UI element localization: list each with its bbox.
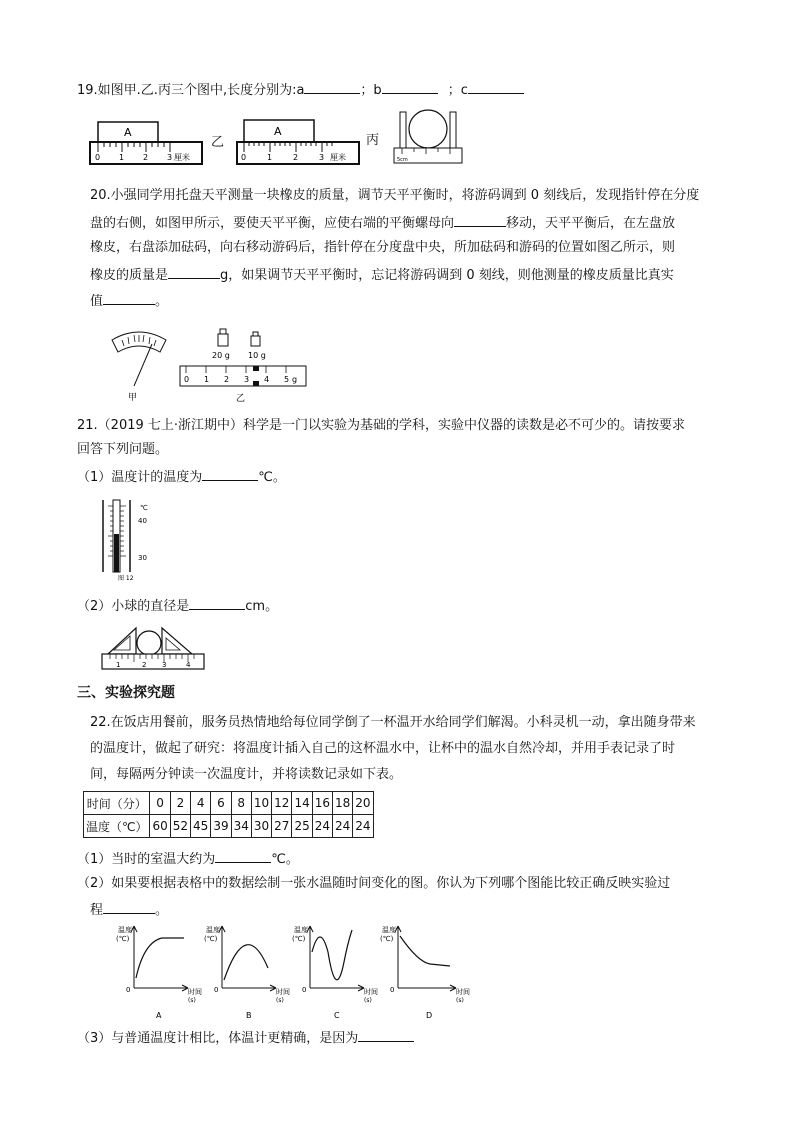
svg-text:4: 4	[186, 661, 191, 669]
svg-text:3: 3	[244, 375, 250, 384]
svg-text:20 g: 20 g	[212, 351, 230, 360]
svg-text:(℃): (℃)	[116, 935, 130, 943]
weights-and-rider-figure	[176, 326, 316, 406]
fig-label-bing: 丙	[366, 133, 380, 148]
q22-line1: 22.在饭店用餐前，服务员热情地给每位同学倒了一杯温开水给同学们解渴。小科灵机一动，拿出随身带来	[90, 715, 696, 730]
svg-text:温度: 温度	[118, 926, 132, 934]
fig-label-yi: 乙	[211, 135, 225, 150]
block-label: A	[124, 126, 132, 139]
answer-blank-a[interactable]	[304, 80, 360, 94]
svg-text:时间: 时间	[456, 988, 470, 996]
answer-blank-diameter[interactable]	[189, 596, 245, 610]
answer-blank-c[interactable]	[468, 80, 524, 94]
svg-text:1: 1	[204, 375, 210, 384]
svg-text:厘米: 厘米	[330, 153, 346, 162]
answer-blank-graph[interactable]	[103, 900, 155, 914]
temperature-table	[83, 791, 374, 838]
svg-text:40: 40	[138, 517, 147, 525]
svg-text:2: 2	[142, 661, 147, 669]
svg-text:1: 1	[267, 153, 273, 162]
q22-sub2-answer: 程 。	[90, 900, 168, 920]
q22-line3: 间，每隔两分钟读一次温度计，并将读数记录如下表。	[90, 767, 403, 782]
q20-line2: 盘的右侧，如图甲所示，要使天平平衡，应使右端的平衡螺母向 移动，天平平衡后，在左盘放	[90, 213, 675, 233]
svg-text:2: 2	[224, 375, 230, 384]
svg-text:3: 3	[162, 661, 167, 669]
answer-blank-mass[interactable]	[168, 265, 220, 279]
svg-text:0: 0	[214, 986, 219, 994]
graph-option-c	[292, 925, 378, 1020]
svg-text:(s): (s)	[364, 997, 372, 1004]
svg-text:30: 30	[138, 554, 147, 562]
svg-text:温度: 温度	[382, 926, 396, 934]
answer-blank-compare[interactable]	[103, 291, 155, 305]
svg-text:甲: 甲	[128, 393, 138, 403]
svg-text:1: 1	[119, 153, 125, 162]
q19-text: 19.如图甲.乙.丙三个图中,长度分别为:a ；b ；c	[77, 80, 524, 100]
svg-text:时间: 时间	[188, 988, 202, 996]
svg-text:厘米: 厘米	[174, 153, 190, 162]
svg-text:(℃): (℃)	[204, 935, 218, 943]
svg-text:(s): (s)	[188, 997, 196, 1004]
svg-text:温度: 温度	[294, 926, 308, 934]
svg-text:3: 3	[319, 153, 325, 162]
svg-text:(s): (s)	[456, 997, 464, 1004]
q21-sub1: （1）温度计的温度为 ℃。	[77, 467, 286, 487]
q20-line4: 橡皮的质量是 g，如果调节天平平衡时，忘记将游码调到 0 刻线，则他测量的橡皮质量比真实	[90, 265, 674, 285]
svg-text:1: 1	[116, 661, 121, 669]
answer-blank-temperature[interactable]	[202, 467, 258, 481]
answer-blank-room-temp[interactable]	[215, 849, 271, 863]
svg-text:0: 0	[390, 986, 395, 994]
svg-text:5cm: 5cm	[397, 157, 408, 163]
q20-line3: 橡皮，右盘添加砝码，向右移动游码后，指针停在分度盘中央，所加砝码和游码的位置如图乙所示，则	[90, 240, 676, 255]
table-row: 时间（分） 0 2 4 6 8 10 12 14 16 18 20	[84, 792, 374, 815]
svg-text:乙: 乙	[236, 394, 246, 404]
q20-line5: 值 。	[90, 291, 168, 311]
q22-sub2: （2）如果要根据表格中的数据绘制一张水温随时间变化的图。你认为下列哪个图能比较正确反映实验过	[77, 876, 671, 891]
q22-sub1: （1）当时的室温大约为 ℃。	[77, 849, 299, 869]
graph-label-d: D	[426, 1011, 433, 1020]
svg-text:(℃): (℃)	[380, 935, 394, 943]
svg-text:2: 2	[293, 153, 299, 162]
q22-line2: 的温度计，做起了研究：将温度计插入自己的这杯温水中，让杯中的温水自然冷却，并用手表记录了时	[90, 741, 676, 756]
svg-text:10 g: 10 g	[248, 351, 266, 360]
thermometer-figure	[100, 498, 160, 582]
svg-text:温度: 温度	[206, 926, 220, 934]
graph-options-figure	[100, 922, 480, 1020]
section-title: 三、实验探究题	[77, 685, 175, 701]
svg-text:℃: ℃	[140, 504, 148, 512]
svg-text:(s): (s)	[276, 997, 284, 1004]
svg-text:时间: 时间	[364, 988, 378, 996]
q21-line1: 21.（2019 七上·浙江期中）科学是一门以实验为基础的学科，实验中仪器的读数是必不可少的。请按要求	[77, 418, 686, 433]
svg-text:4: 4	[264, 375, 270, 384]
table-row: 温度（℃） 60 52 45 39 34 30 27 25 24 24 24	[84, 815, 374, 838]
svg-text:(℃): (℃)	[292, 935, 306, 943]
ball-figure-bing	[392, 104, 464, 166]
q21-sub2: （2）小球的直径是 cm。	[77, 596, 278, 616]
svg-text:0: 0	[184, 375, 190, 384]
balance-pointer-figure	[108, 326, 170, 404]
ruler-figure-yi	[234, 118, 364, 168]
q21-line2: 回答下列问题。	[77, 442, 169, 457]
q22-sub3: （3）与普通温度计相比，体温计更精确，是因为	[77, 1028, 414, 1048]
svg-text:5: 5	[284, 375, 290, 384]
graph-option-d	[380, 925, 470, 1020]
svg-text:g: g	[292, 375, 298, 384]
graph-option-b	[204, 925, 290, 1020]
graph-label-b: B	[246, 1011, 252, 1020]
answer-blank-reason[interactable]	[358, 1028, 414, 1042]
answer-blank-b[interactable]	[382, 80, 438, 94]
svg-text:3: 3	[167, 153, 173, 162]
svg-text:0: 0	[126, 986, 131, 994]
svg-text:2: 2	[143, 153, 149, 162]
ball-diameter-figure	[100, 626, 208, 672]
svg-text:0: 0	[241, 153, 247, 162]
graph-option-a	[116, 925, 202, 1020]
graph-label-a: A	[156, 1011, 162, 1020]
svg-text:0: 0	[95, 153, 101, 162]
svg-text:时间: 时间	[276, 988, 290, 996]
ruler-figure-jia	[88, 118, 208, 168]
graph-label-c: C	[334, 1011, 340, 1020]
q20-line1: 20.小强同学用托盘天平测量一块橡皮的质量，调节天平平衡时，将游码调到 0 刻线后，发现指针停在分度	[90, 188, 700, 203]
svg-text:图 12: 图 12	[118, 575, 134, 582]
answer-blank-direction[interactable]	[454, 213, 506, 227]
svg-text:0: 0	[302, 986, 307, 994]
svg-text:A: A	[274, 125, 282, 138]
